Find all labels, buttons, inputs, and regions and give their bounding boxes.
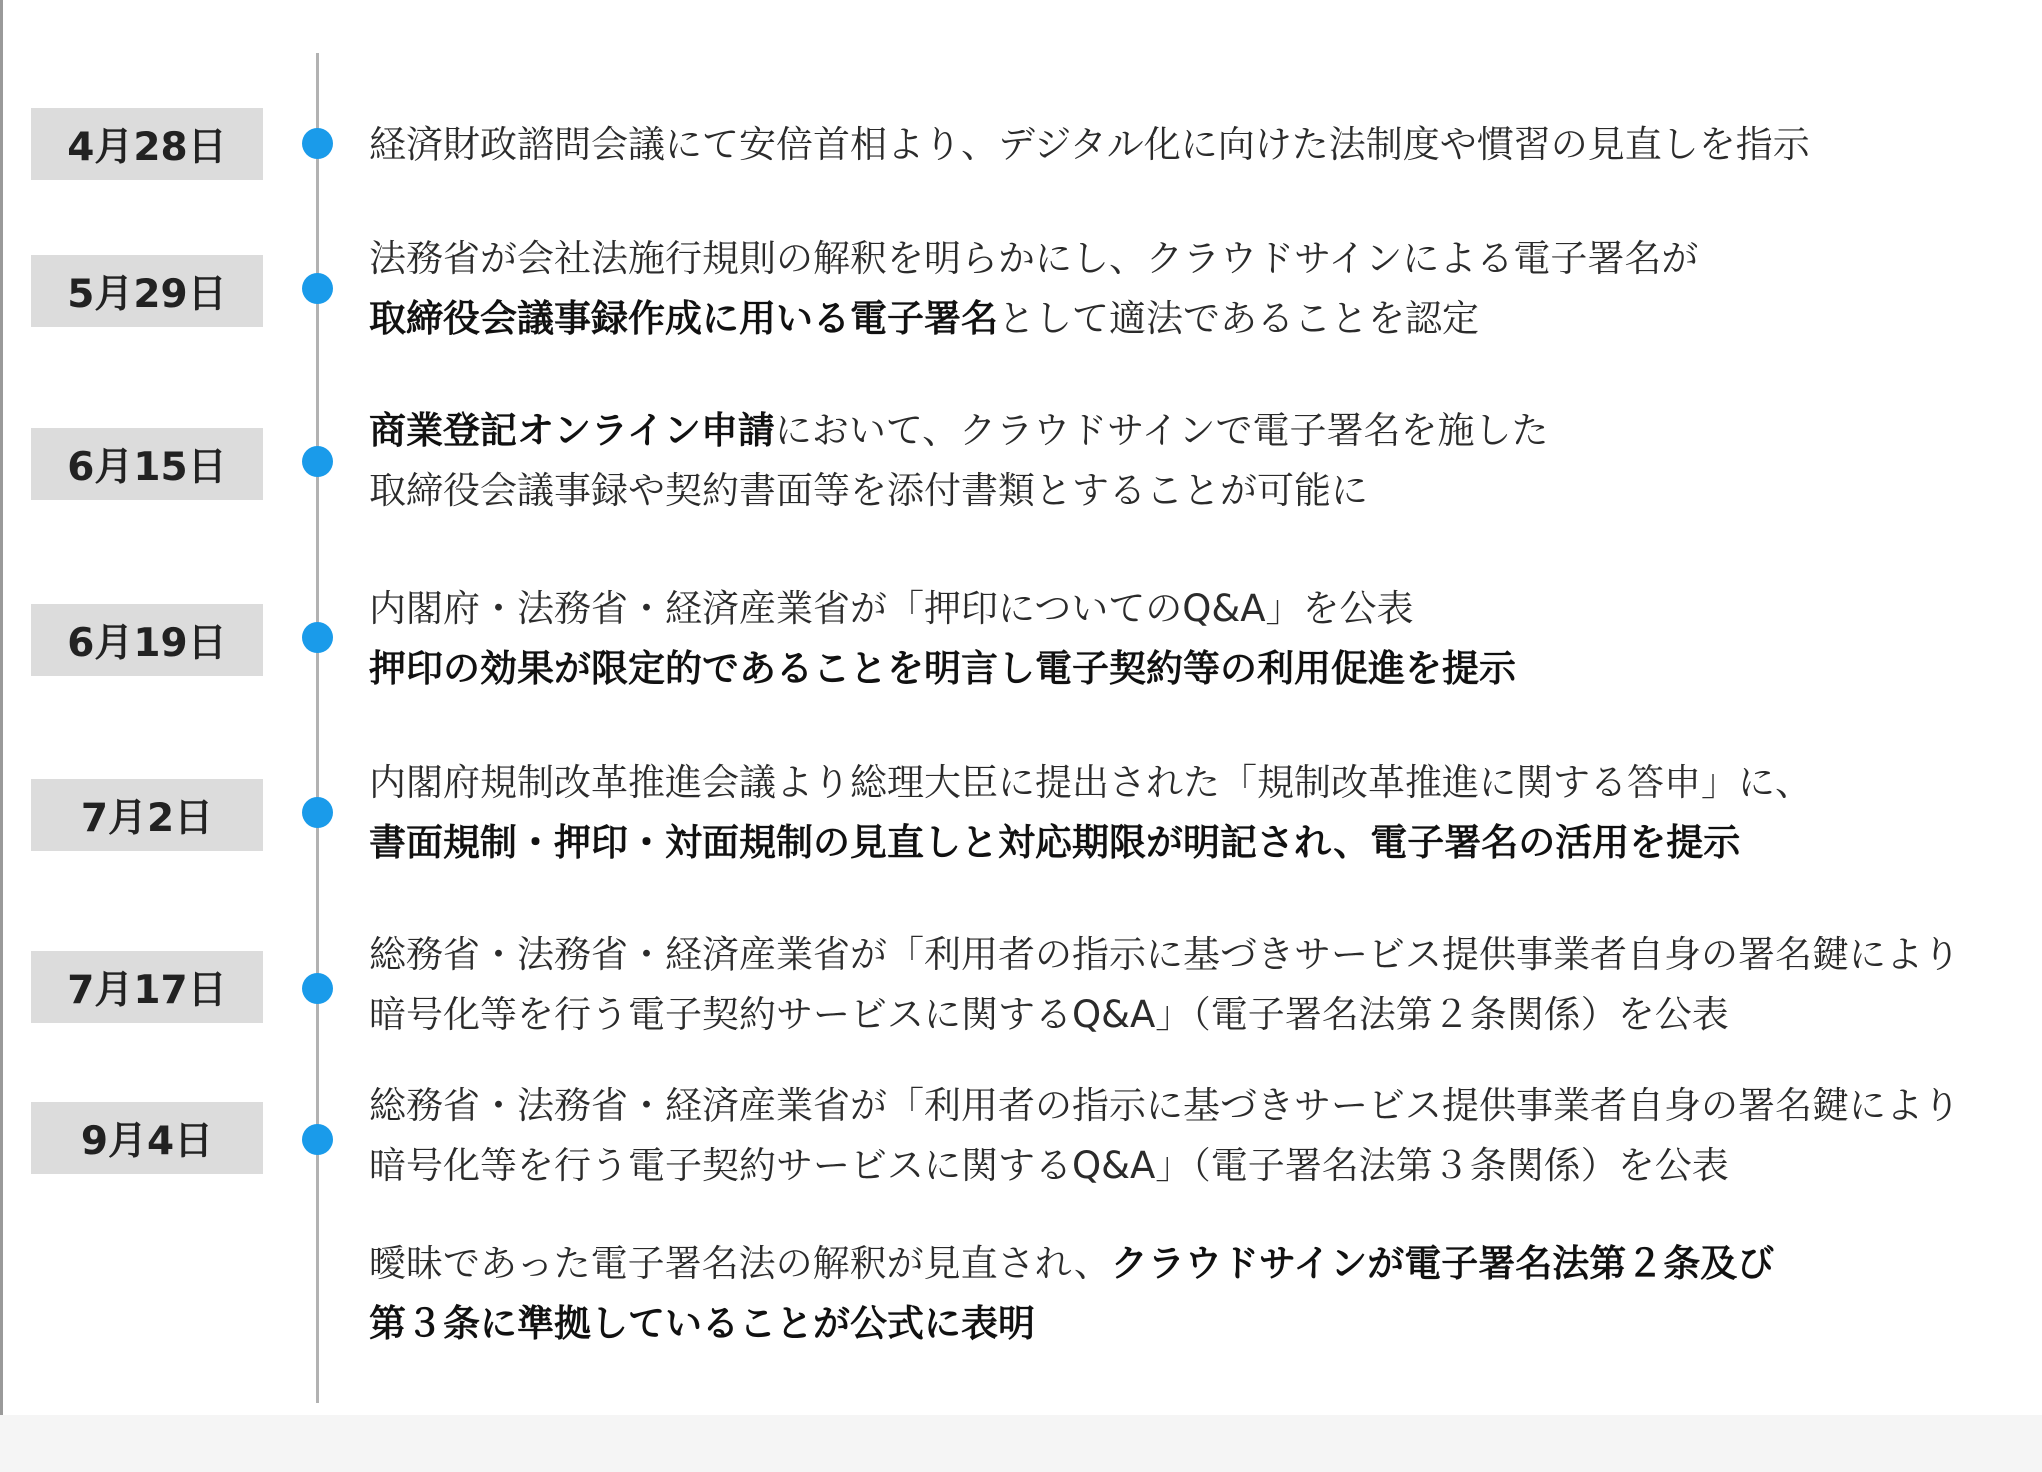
conclusion-emphasis: クラウドサインが電子署名法第２条及び xyxy=(1110,1242,1775,1285)
event-line xyxy=(369,985,2009,1045)
date-badge: 7月17日 xyxy=(31,951,263,1023)
timeline-dot xyxy=(302,973,333,1004)
bottom-band xyxy=(0,1415,2042,1472)
timeline-dot xyxy=(302,797,333,828)
timeline-dot xyxy=(302,1124,333,1155)
event-text: 法務省が会社法施行規則の解釈を明らかにし、クラウドサインによる電子署名が xyxy=(369,237,1699,280)
event-text: 総務省・法務省・経済産業省が「利用者の指示に基づきサービス提供事業者自身の署名鍵により xyxy=(369,1084,1960,1127)
conclusion-segment: 曖昧であった電子署名法の解釈が見直され、 xyxy=(369,1242,1111,1285)
event-text: 暗号化等を行う電子契約サービスに関するQ&A」（電子署名法第３条関係）を公表 xyxy=(369,1144,1729,1187)
event-description xyxy=(369,753,2009,873)
left-border xyxy=(0,0,3,1415)
event-text-emphasis: 書面規制・押印・対面規制の見直しと対応期限が明記され、電子署名の活用を提示 xyxy=(369,821,1741,864)
event-line xyxy=(369,461,2009,521)
event-line xyxy=(369,1076,2009,1136)
event-description xyxy=(369,925,2009,1045)
conclusion-emphasis: 第３条に準拠していることが公式に表明 xyxy=(369,1302,1035,1345)
date-badge: 5月29日 xyxy=(31,255,263,327)
date-badge: 9月4日 xyxy=(31,1102,263,1174)
event-line xyxy=(369,753,2009,813)
event-description xyxy=(369,229,2009,349)
event-description xyxy=(369,1076,2009,1196)
event-line xyxy=(369,813,2009,873)
event-line xyxy=(369,639,2009,699)
date-badge: 4月28日 xyxy=(31,108,263,180)
event-line xyxy=(369,115,2009,175)
timeline-dot xyxy=(302,273,333,304)
conclusion-text xyxy=(369,1234,2009,1354)
timeline-dot xyxy=(302,622,333,653)
event-text: 取締役会議事録や契約書面等を添付書類とすることが可能に xyxy=(369,469,1368,512)
conclusion-line xyxy=(369,1234,2009,1294)
event-line xyxy=(369,925,2009,985)
event-text: として適法であることを認定 xyxy=(998,297,1479,340)
date-badge: 6月19日 xyxy=(31,604,263,676)
date-badge: 6月15日 xyxy=(31,428,263,500)
event-description xyxy=(369,579,2009,699)
event-line xyxy=(369,401,2009,461)
event-text: 内閣府・法務省・経済産業省が「押印についてのQ&A」を公表 xyxy=(369,587,1414,630)
event-text: 暗号化等を行う電子契約サービスに関するQ&A」（電子署名法第２条関係）を公表 xyxy=(369,993,1729,1036)
event-line xyxy=(369,289,2009,349)
timeline-line xyxy=(316,53,319,1403)
event-text: 総務省・法務省・経済産業省が「利用者の指示に基づきサービス提供事業者自身の署名鍵により xyxy=(369,933,1960,976)
conclusion-line xyxy=(369,1294,2009,1354)
event-text: 経済財政諮問会議にて安倍首相より、デジタル化に向けた法制度や慣習の見直しを指示 xyxy=(369,123,1810,166)
timeline-dot xyxy=(302,128,333,159)
event-line xyxy=(369,229,2009,289)
event-description xyxy=(369,115,2009,175)
date-badge: 7月2日 xyxy=(31,779,263,851)
event-line xyxy=(369,1136,2009,1196)
timeline-dot xyxy=(302,446,333,477)
event-line xyxy=(369,579,2009,639)
event-text-emphasis: 取締役会議事録作成に用いる電子署名 xyxy=(369,297,998,340)
event-text-emphasis: 商業登記オンライン申請 xyxy=(369,409,775,452)
event-description xyxy=(369,401,2009,521)
event-text-emphasis: 押印の効果が限定的であることを明言し電子契約等の利用促進を提示 xyxy=(369,647,1516,690)
event-text: 内閣府規制改革推進会議より総理大臣に提出された「規制改革推進に関する答申」に、 xyxy=(369,761,1812,804)
event-text: において、クラウドサインで電子署名を施した xyxy=(774,409,1549,452)
